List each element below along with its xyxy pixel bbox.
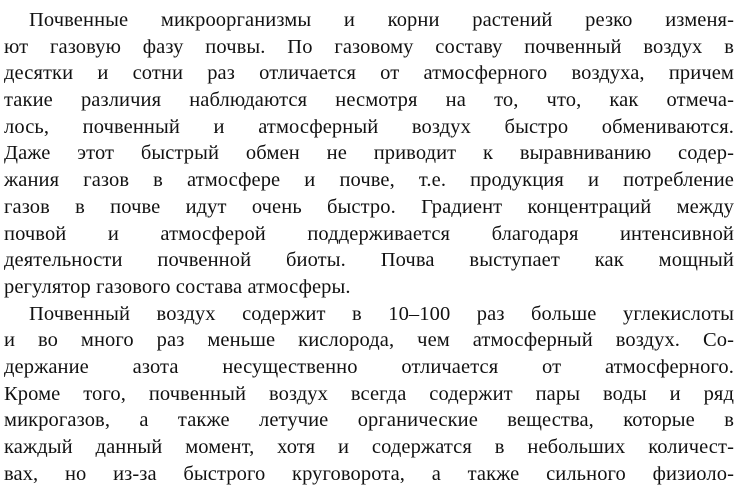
paragraph-1 <box>4 7 734 301</box>
text-line: вах, но из-за быстрого круговорота, а также сильного физиоло- <box>4 462 734 485</box>
text-line: десятки и сотни раз отличается от атмосферного воздуха, причем <box>4 62 734 85</box>
paragraph-2 <box>4 301 734 487</box>
text-line: Почвенный воздух содержит в 10–100 раз больше углекислоты <box>29 302 734 325</box>
text-line: и во много раз меньше кислорода, чем атмосферный воздух. Со- <box>4 329 734 352</box>
text-line: такие различия наблюдаются несмотря на то, что, как отмеча- <box>4 89 734 112</box>
text-line: каждый данный момент, хотя и содержатся в небольших количест- <box>4 436 734 458</box>
document-text <box>4 7 734 487</box>
text-line: Кроме того, почвенный воздух всегда содержит пары воды и ряд <box>4 382 734 405</box>
text-line: Даже этот быстрый обмен не приводит к выравниванию содер- <box>4 142 734 165</box>
text-line: Почвенные микроорганизмы и корни растений резко изменя- <box>29 9 734 31</box>
text-line: ют газовую фазу почвы. По газовому составу почвенный воздух в <box>4 35 734 58</box>
text-line: деятельности почвенной биоты. Почва выступает как мощный <box>4 249 734 272</box>
text-line: лось, почвенный и атмосферный воздух быстро обмениваются. <box>4 115 734 138</box>
text-line: почвой и атмосферой поддерживается благодаря интенсивной <box>4 222 734 245</box>
text-line: газов в почве идут очень быстро. Градиент концентраций между <box>4 195 734 218</box>
text-line: держание азота несущественно отличается от атмосферного. <box>4 355 734 378</box>
text-line: регулятор газового состава атмосферы. <box>4 275 351 298</box>
text-line: жания газов в атмосфере и почве, т.е. продукция и потребление <box>4 169 734 192</box>
text-line: микрогазов, а также летучие органические вещества, которые в <box>4 409 734 432</box>
